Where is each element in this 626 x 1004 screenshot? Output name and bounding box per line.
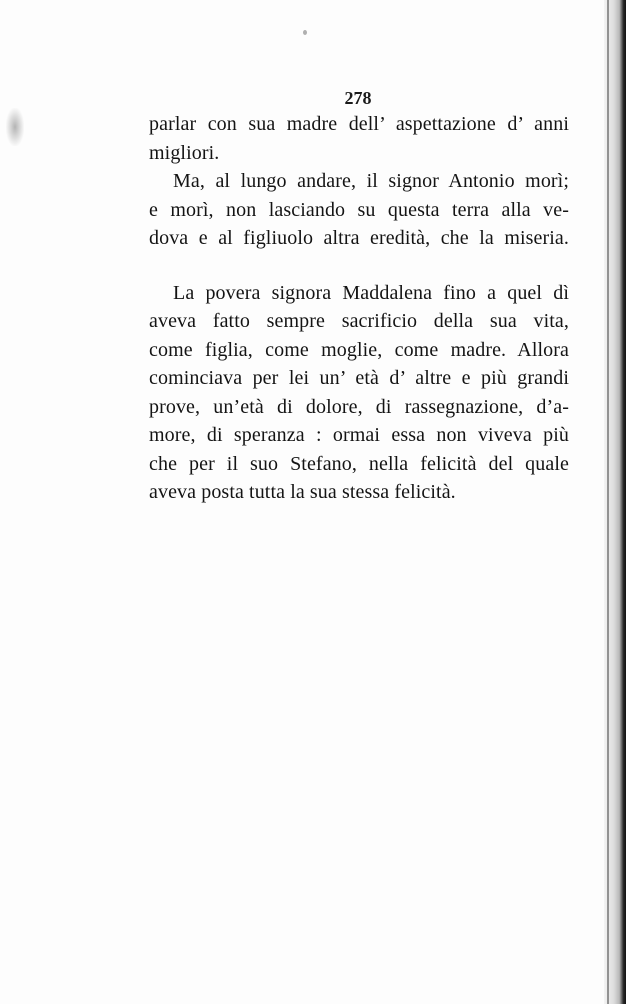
paper-smudge <box>6 108 24 146</box>
text-line: La povera signora Maddalena fino a quel dì <box>173 281 569 304</box>
page-edge-line <box>607 0 609 1004</box>
page-number: 278 <box>344 88 372 108</box>
text-line: dova e al figliuolo altra eredità, che la miseria. <box>149 227 569 249</box>
paragraph-gap <box>149 253 569 279</box>
paper-speck <box>303 30 307 35</box>
text-line: Ma, al lungo andare, il signor Antonio morì; <box>173 170 569 192</box>
text-line: aveva fatto sempre sacrificio della sua vita, <box>149 310 569 332</box>
text-line: e morì, non lasciando su questa terra alla ve- <box>149 198 569 221</box>
text-line: che per il suo Stefano, nella felicità del quale <box>149 452 569 475</box>
text-line: come figlia, come moglie, come madre. Allora <box>149 338 569 361</box>
text-line: aveva posta tutta la sua stessa felicità. <box>149 481 456 503</box>
text-line: parlar con sua madre dell’ aspettazione d’ anni <box>149 113 569 135</box>
page-body <box>149 110 569 507</box>
text-line: cominciava per lei un’ età d’ altre e più grandi <box>149 367 569 389</box>
text-line: more, di speranza : ormai essa non viveva più <box>149 424 569 446</box>
text-line: migliori. <box>149 141 220 164</box>
text-line: prove, un’età di dolore, di rassegnazione, d’a- <box>149 395 569 418</box>
